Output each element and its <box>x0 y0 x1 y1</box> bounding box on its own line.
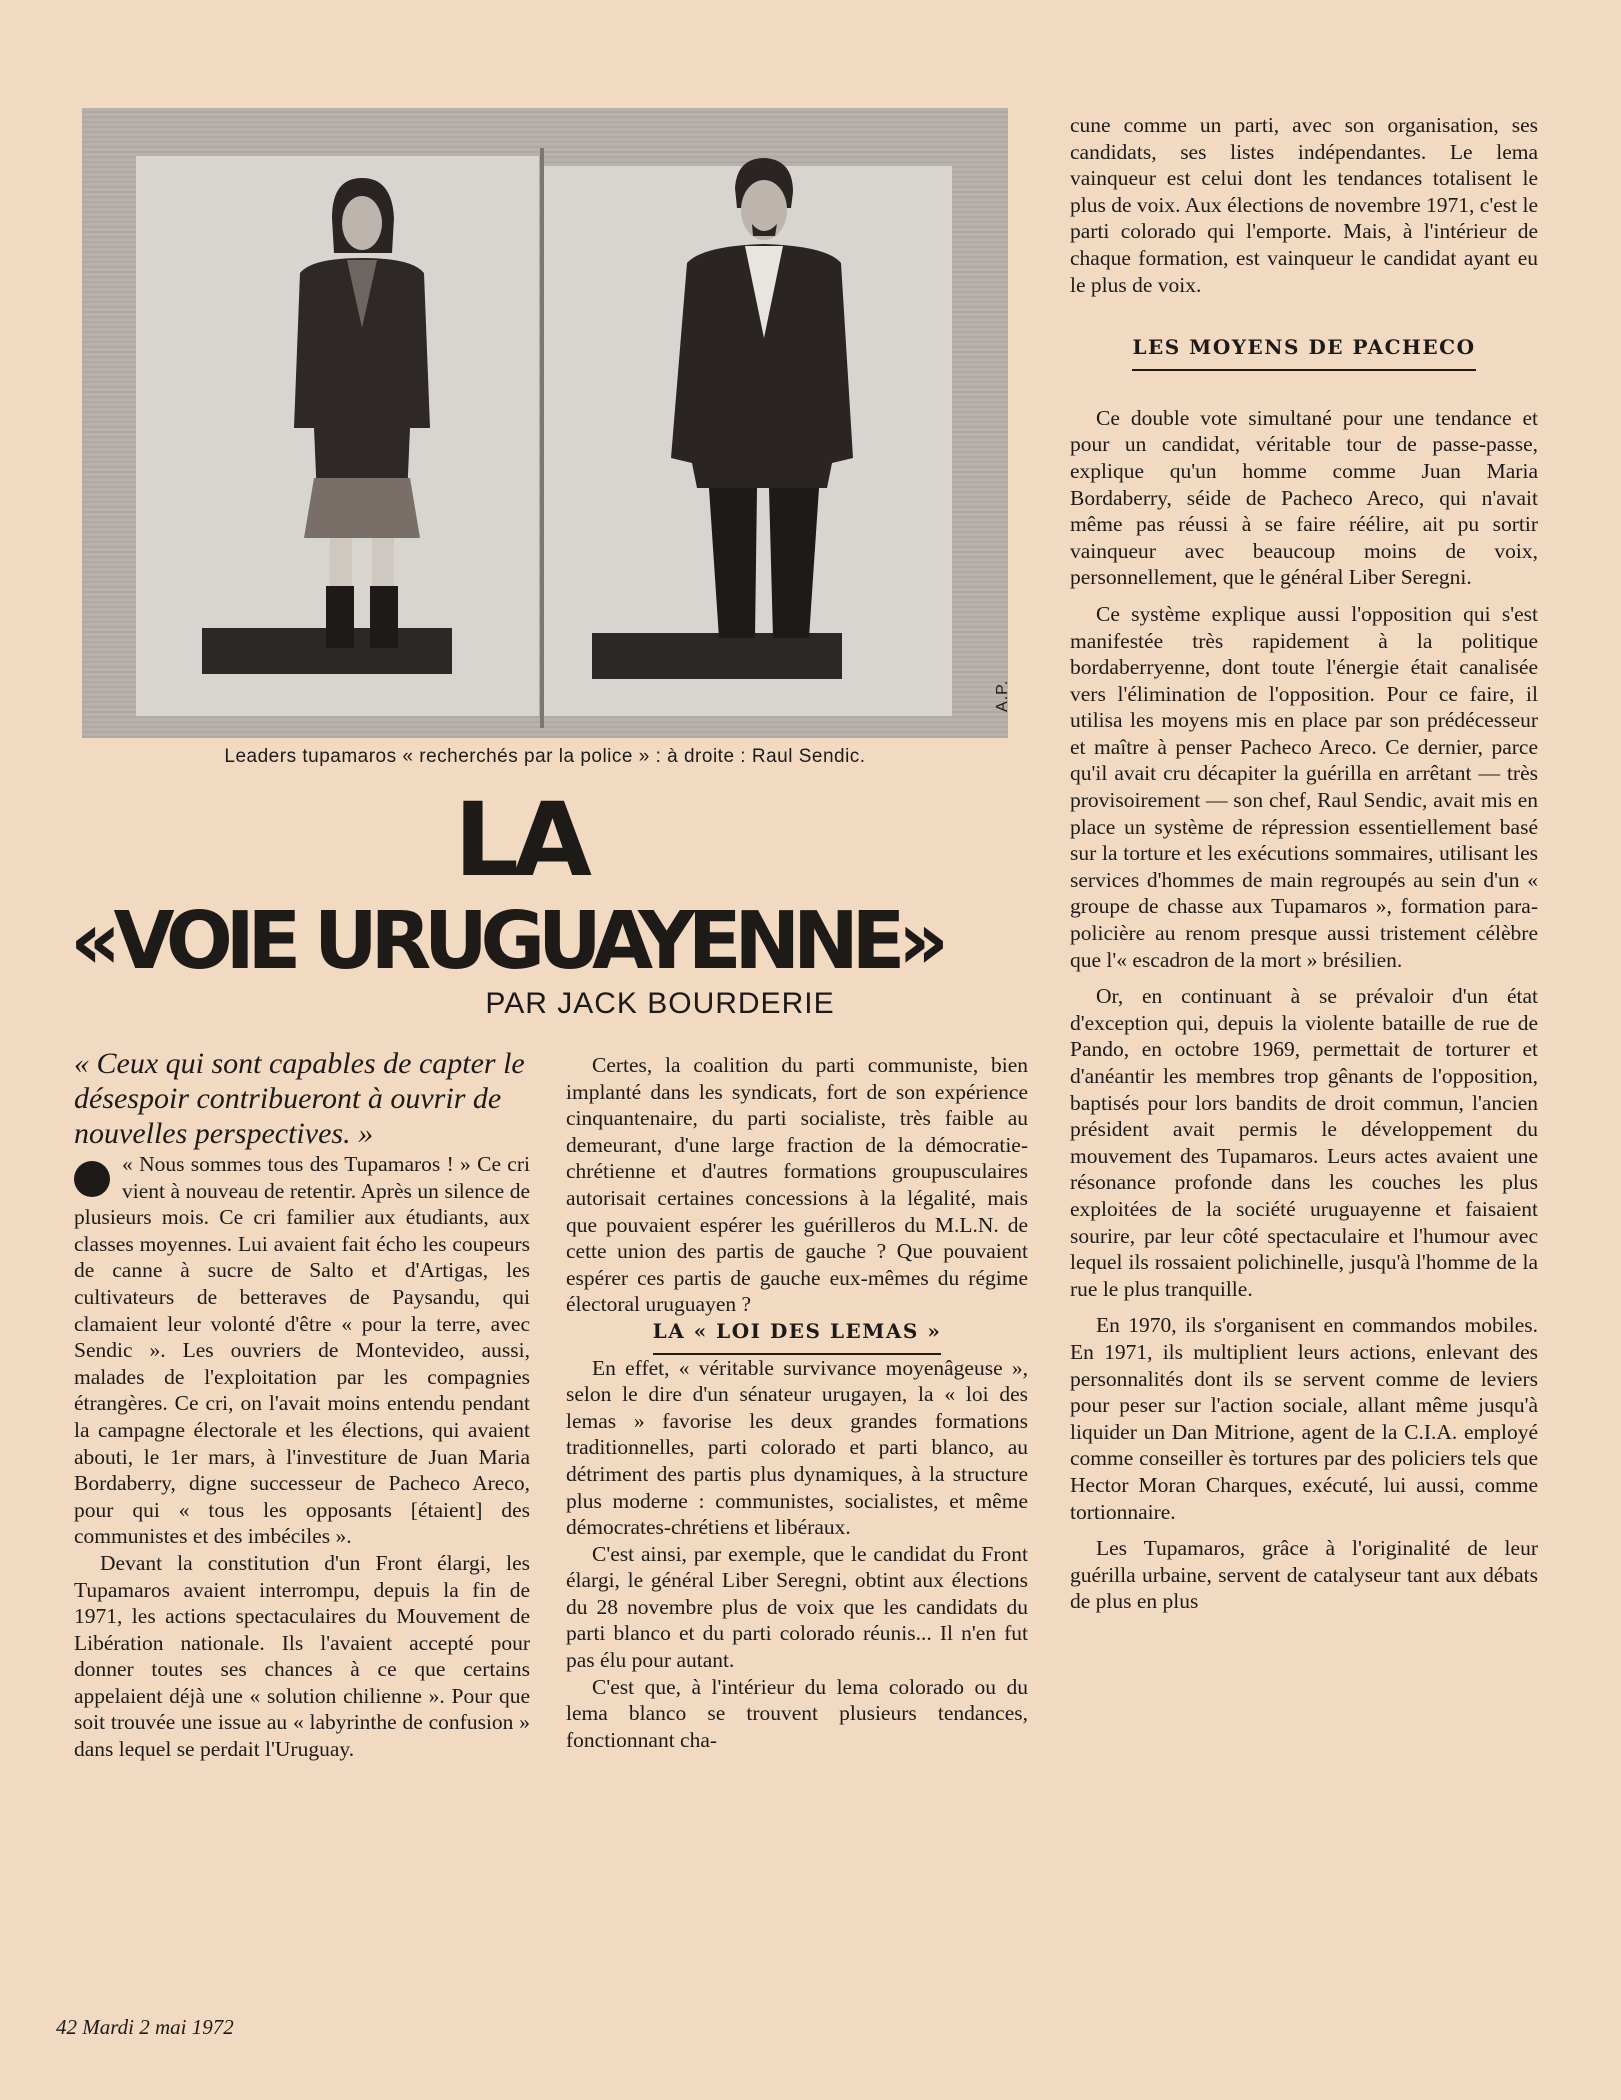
byline: PAR JACK BOURDERIE <box>485 987 835 1020</box>
headline-line1: LA <box>454 781 586 900</box>
article-paragraph: En effet, « véritable survivance moyenâgeuse », selon le dire d'un sénateur urugayen, la « loi des lemas » favorise les deux grandes formations traditionnelles, parti colorado et parti blanco, au détriment des partis plus dynamiques, à la structure plus moderne : communistes, socialistes, et même démocrates-chrétiens et libéraux. <box>566 1355 1028 1540</box>
man-figure <box>657 158 867 658</box>
mugshot-photo <box>82 108 1008 738</box>
photo-divider <box>540 148 544 728</box>
woman-figure <box>262 178 462 658</box>
article-paragraph: « Nous sommes tous des Tupamaros ! » Ce cri vient à nouveau de retentir. Après un silence de plusieurs mois. Ce cri familier aux étudiants, aux classes moyennes. Lui avaient fait écho les coupeurs de canne à sucre de Salto et d'Artigas, les cultivateurs de betteraves de Paysandu, qui clamaient leur volonté d'être « pour la terre, avec Sendic ». Les ouvriers de Montevideo, aussi, malades de l'exploitation par les compagnies étrangères. Ce cri, on l'avait moins entendu pendant la campagne électorale et les élections, qui avaient abouti, le 1er mars, à l'investiture de Juan Maria Bordaberry, digne successeur de Pacheco Areco, pour qui « tous les opposants [étaient] des communistes et des imbéciles ». <box>74 1152 530 1549</box>
article-paragraph: Ce double vote simultané pour une tendance et pour un candidat, véritable tour de passe-passe, explique qu'un homme comme Juan Maria Bordaberry, séide de Pacheco Areco, qui n'avait même pas réussi à se faire réélire, ait pu sortir vainqueur avec beaucoup moins de voix, personnellement, que le général Liber Seregni. <box>1070 405 1538 590</box>
photo-caption: Leaders tupamaros « recherchés par la police » : à droite : Raul Sendic. <box>224 746 866 767</box>
article-paragraph: C'est ainsi, par exemple, que le candidat du Front élargi, le général Liber Seregni, obtint aux élections du 28 novembre plus de voix que les candidats du parti blanco et du parti colorado réunis... Il n'en fut pas élu pour autant. <box>566 1541 1028 1673</box>
article-paragraph: En 1970, ils s'organisent en commandos mobiles. En 1971, ils multiplient leurs actions, enlevant des personnalités dont ils se servent comme de leviers pour peser sur l'action sociale, allant même jusqu'à liquider un Dan Mitrione, agent de la C.I.A. employé comme conseiller ès tortures par des policiers tels que Hector Moran Charques, exécuté, lui aussi, comme tortionnaire. <box>1070 1313 1538 1524</box>
article-paragraph: Les Tupamaros, grâce à l'originalité de leur guérilla urbaine, servent de catalyseur tant aux débats de plus en plus <box>1070 1536 1538 1614</box>
article-column-3 <box>1070 112 1538 1615</box>
article-paragraph: Ce système explique aussi l'opposition qui s'est manifestée très rapidement à la politique bordaberryenne, dont toute l'énergie était canalisée vers l'élimination de l'opposition. Pour ce faire, il utilisa les moyens mis en place par son prédécesseur et maître à penser Pacheco Areco. Ce dernier, parce qu'il avait cru décapiter la guérilla en arrêtant — très provisoirement — son chef, Raul Sendic, avait mis en place un système de répression essentiellement basé sur la torture et les exécutions sommaires, utilisant les services d'hommes de main regroupés au sein d'un « groupe de chasse aux Tupamaros », formation para-policière au renom presque aussi tristement célèbre que l'« escadron de la mort » brésilien. <box>1070 601 1538 972</box>
article-column-2 <box>566 1052 1028 1753</box>
page-footer: 42 Mardi 2 mai 1972 <box>56 2015 234 2039</box>
epigraph: « Ceux qui sont capables de capter le désespoir contribueront à ouvrir de nouvelles perspectives. » <box>74 1047 525 1150</box>
headline-line2: «VOIE URUGUAYENNE» <box>70 895 942 987</box>
bullet-dot-icon <box>74 1161 110 1197</box>
article-paragraph: Or, en continuant à se prévaloir d'un état d'exception qui, depuis la violente bataille de rue de Pando, en octobre 1969, permettait de torturer et d'anéantir les membres trop gênants de l'opposition, baptisés pour lors bandits de droit commun, l'ancien président avait permis le développement du mouvement des Tupamaros. Leurs actes avaient une résonance profonde dans les couches les plus exploitées de la société uruguayenne et faisaient sourire, par leur côté spectaculaire et l'humour avec lequel ils rossaient polichinelle, jusqu'à l'homme de la rue le plus tranquille. <box>1070 984 1538 1301</box>
article-paragraph: C'est que, à l'intérieur du lema colorado ou du lema blanco se trouvent plusieurs tendances, fonctionnant cha- <box>566 1674 1028 1752</box>
section-heading: LES MOYENS DE PACHECO <box>1070 334 1538 371</box>
article-paragraph: cune comme un parti, avec son organisation, ses candidats, ses listes indépendantes. Le lema vainqueur est celui dont les tendances totalisent le plus de voix. Aux élections de novembre 1971, c'est le parti colorado qui l'emporte. Mais, à l'intérieur de chaque formation, est vainqueur le candidat ayant eu le plus de voix. <box>1070 113 1538 297</box>
article-paragraph: Devant la constitution d'un Front élargi, les Tupamaros avaient interrompu, depuis la fin de 1971, les actions spectaculaires du Mouvement de Libération nationale. Ils l'avaient accepté pour donner toutes ses chances à ce que certains appelaient déjà une « solution chilienne ». Pour que soit trouvée une issue au « labyrinthe de confusion » dans lequel se perdait l'Uruguay. <box>74 1550 530 1762</box>
article-column-1 <box>74 1046 530 1763</box>
article-paragraph: Certes, la coalition du parti communiste, bien implanté dans les syndicats, fort de son expérience cinquantenaire, du parti socialiste, très faible au demeurant, d'une large fraction de la démocratie-chrétienne et d'autres formations groupusculaires autorisait certaines concessions à la légalité, mais que pouvaient espérer les guérilleros du M.L.N. de cette union des partis de gauche ? Que pouvaient espérer ces partis de gauche eux-mêmes du régime électoral uruguayen ? <box>566 1053 1028 1317</box>
section-heading: LA « LOI DES LEMAS » <box>566 1318 1028 1355</box>
photo-credit: A.P. <box>994 679 1011 712</box>
